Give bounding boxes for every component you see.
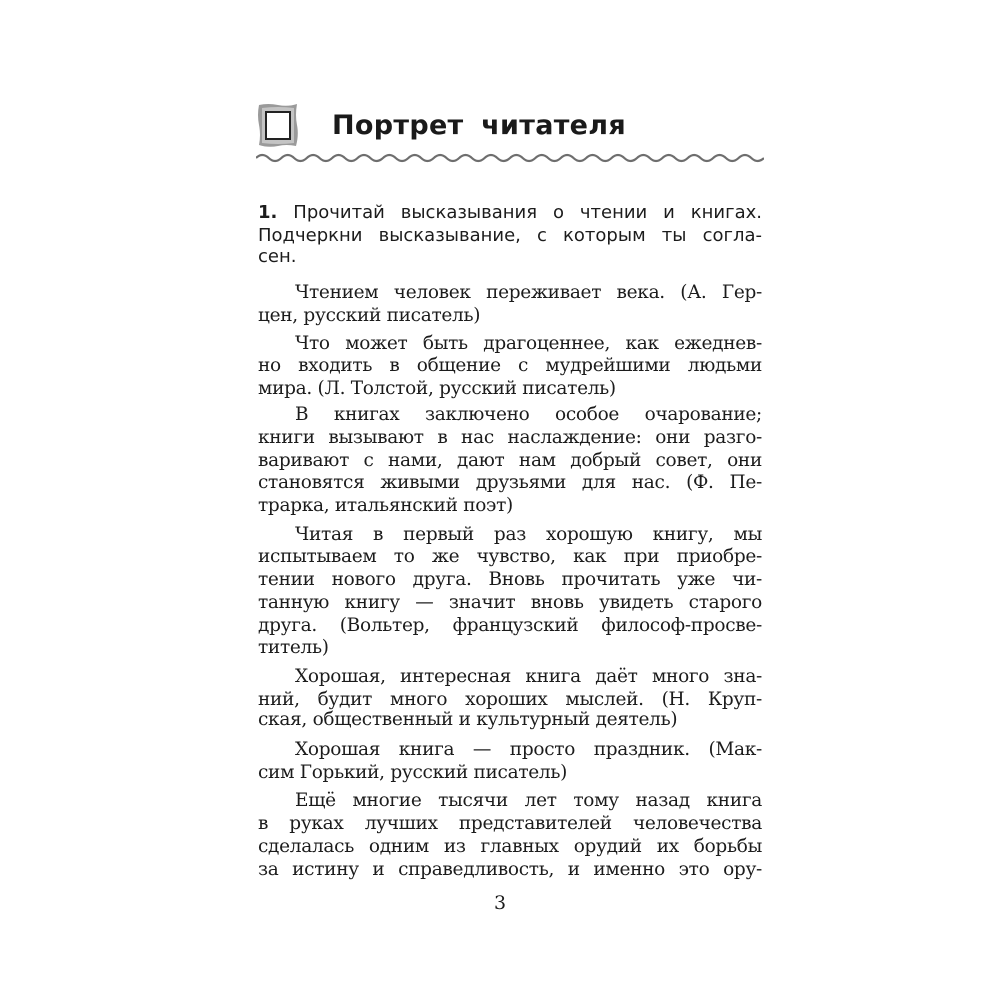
quote-line: сделалась одним из главных орудий их борьбы (258, 836, 762, 857)
quote-first-line: Что может быть драгоценнее, как ежеднев- (295, 333, 762, 354)
quote-first-line: В книгах заключено особое очарование; (295, 404, 762, 425)
quote-first-line: Хорошая, интересная книга даёт много зна- (295, 666, 762, 687)
picture-frame-icon (258, 103, 298, 147)
quote-line: цен, русский писатель) (258, 305, 481, 326)
quote-line: трарка, итальянский поэт) (258, 495, 513, 516)
quote-line: ская, общественный и культурный деятель) (258, 709, 678, 730)
quote-first-line: Чтением человек переживает века. (А. Гер- (295, 282, 762, 303)
page-title: Портрет читателя (332, 110, 627, 141)
quote-line: тении нового друга. Вновь прочитать уже чи- (258, 569, 762, 590)
quote-first-line: Хорошая книга — просто праздник. (Мак- (295, 739, 762, 760)
quote-line: испытываем то же чувство, как при приобре- (258, 546, 762, 567)
quote-line: варивают с нами, дают нам добрый совет, они (258, 450, 762, 471)
task-number: 1. (258, 202, 278, 223)
quote-line: в руках лучших представителей человечества (258, 813, 762, 834)
page-number: 3 (493, 892, 507, 914)
quote-line: становятся живыми друзьями для нас. (Ф. Пе- (258, 472, 762, 493)
quote-line: титель) (258, 637, 329, 658)
task-instruction-line: Подчеркни высказывание, с которым ты согла- (258, 225, 762, 246)
task-instruction-line: сен. (258, 246, 297, 267)
quote-first-line: Ещё многие тысячи лет тому назад книга (295, 790, 762, 811)
task-text: Прочитай высказывания о чтении и книгах. (293, 202, 762, 223)
quote-line: но входить в общение с мудрейшими людьми (258, 355, 762, 376)
wavy-divider (256, 150, 764, 166)
quote-line: мира. (Л. Толстой, русский писатель) (258, 378, 616, 399)
quote-line: ний, будит много хороших мыслей. (Н. Круп- (258, 689, 762, 710)
quote-line: книги вызывают в нас наслаждение: они разго- (258, 427, 762, 448)
quote-line: за истину и справедливость, и именно это ору- (258, 859, 762, 880)
task-instruction-line (258, 201, 762, 225)
quote-line: танную книгу — значит вновь увидеть старого (258, 592, 762, 613)
quote-line: друга. (Вольтер, французский философ-просве- (258, 615, 762, 636)
quote-first-line: Читая в первый раз хорошую книгу, мы (295, 524, 762, 545)
quote-line: сим Горький, русский писатель) (258, 762, 568, 783)
